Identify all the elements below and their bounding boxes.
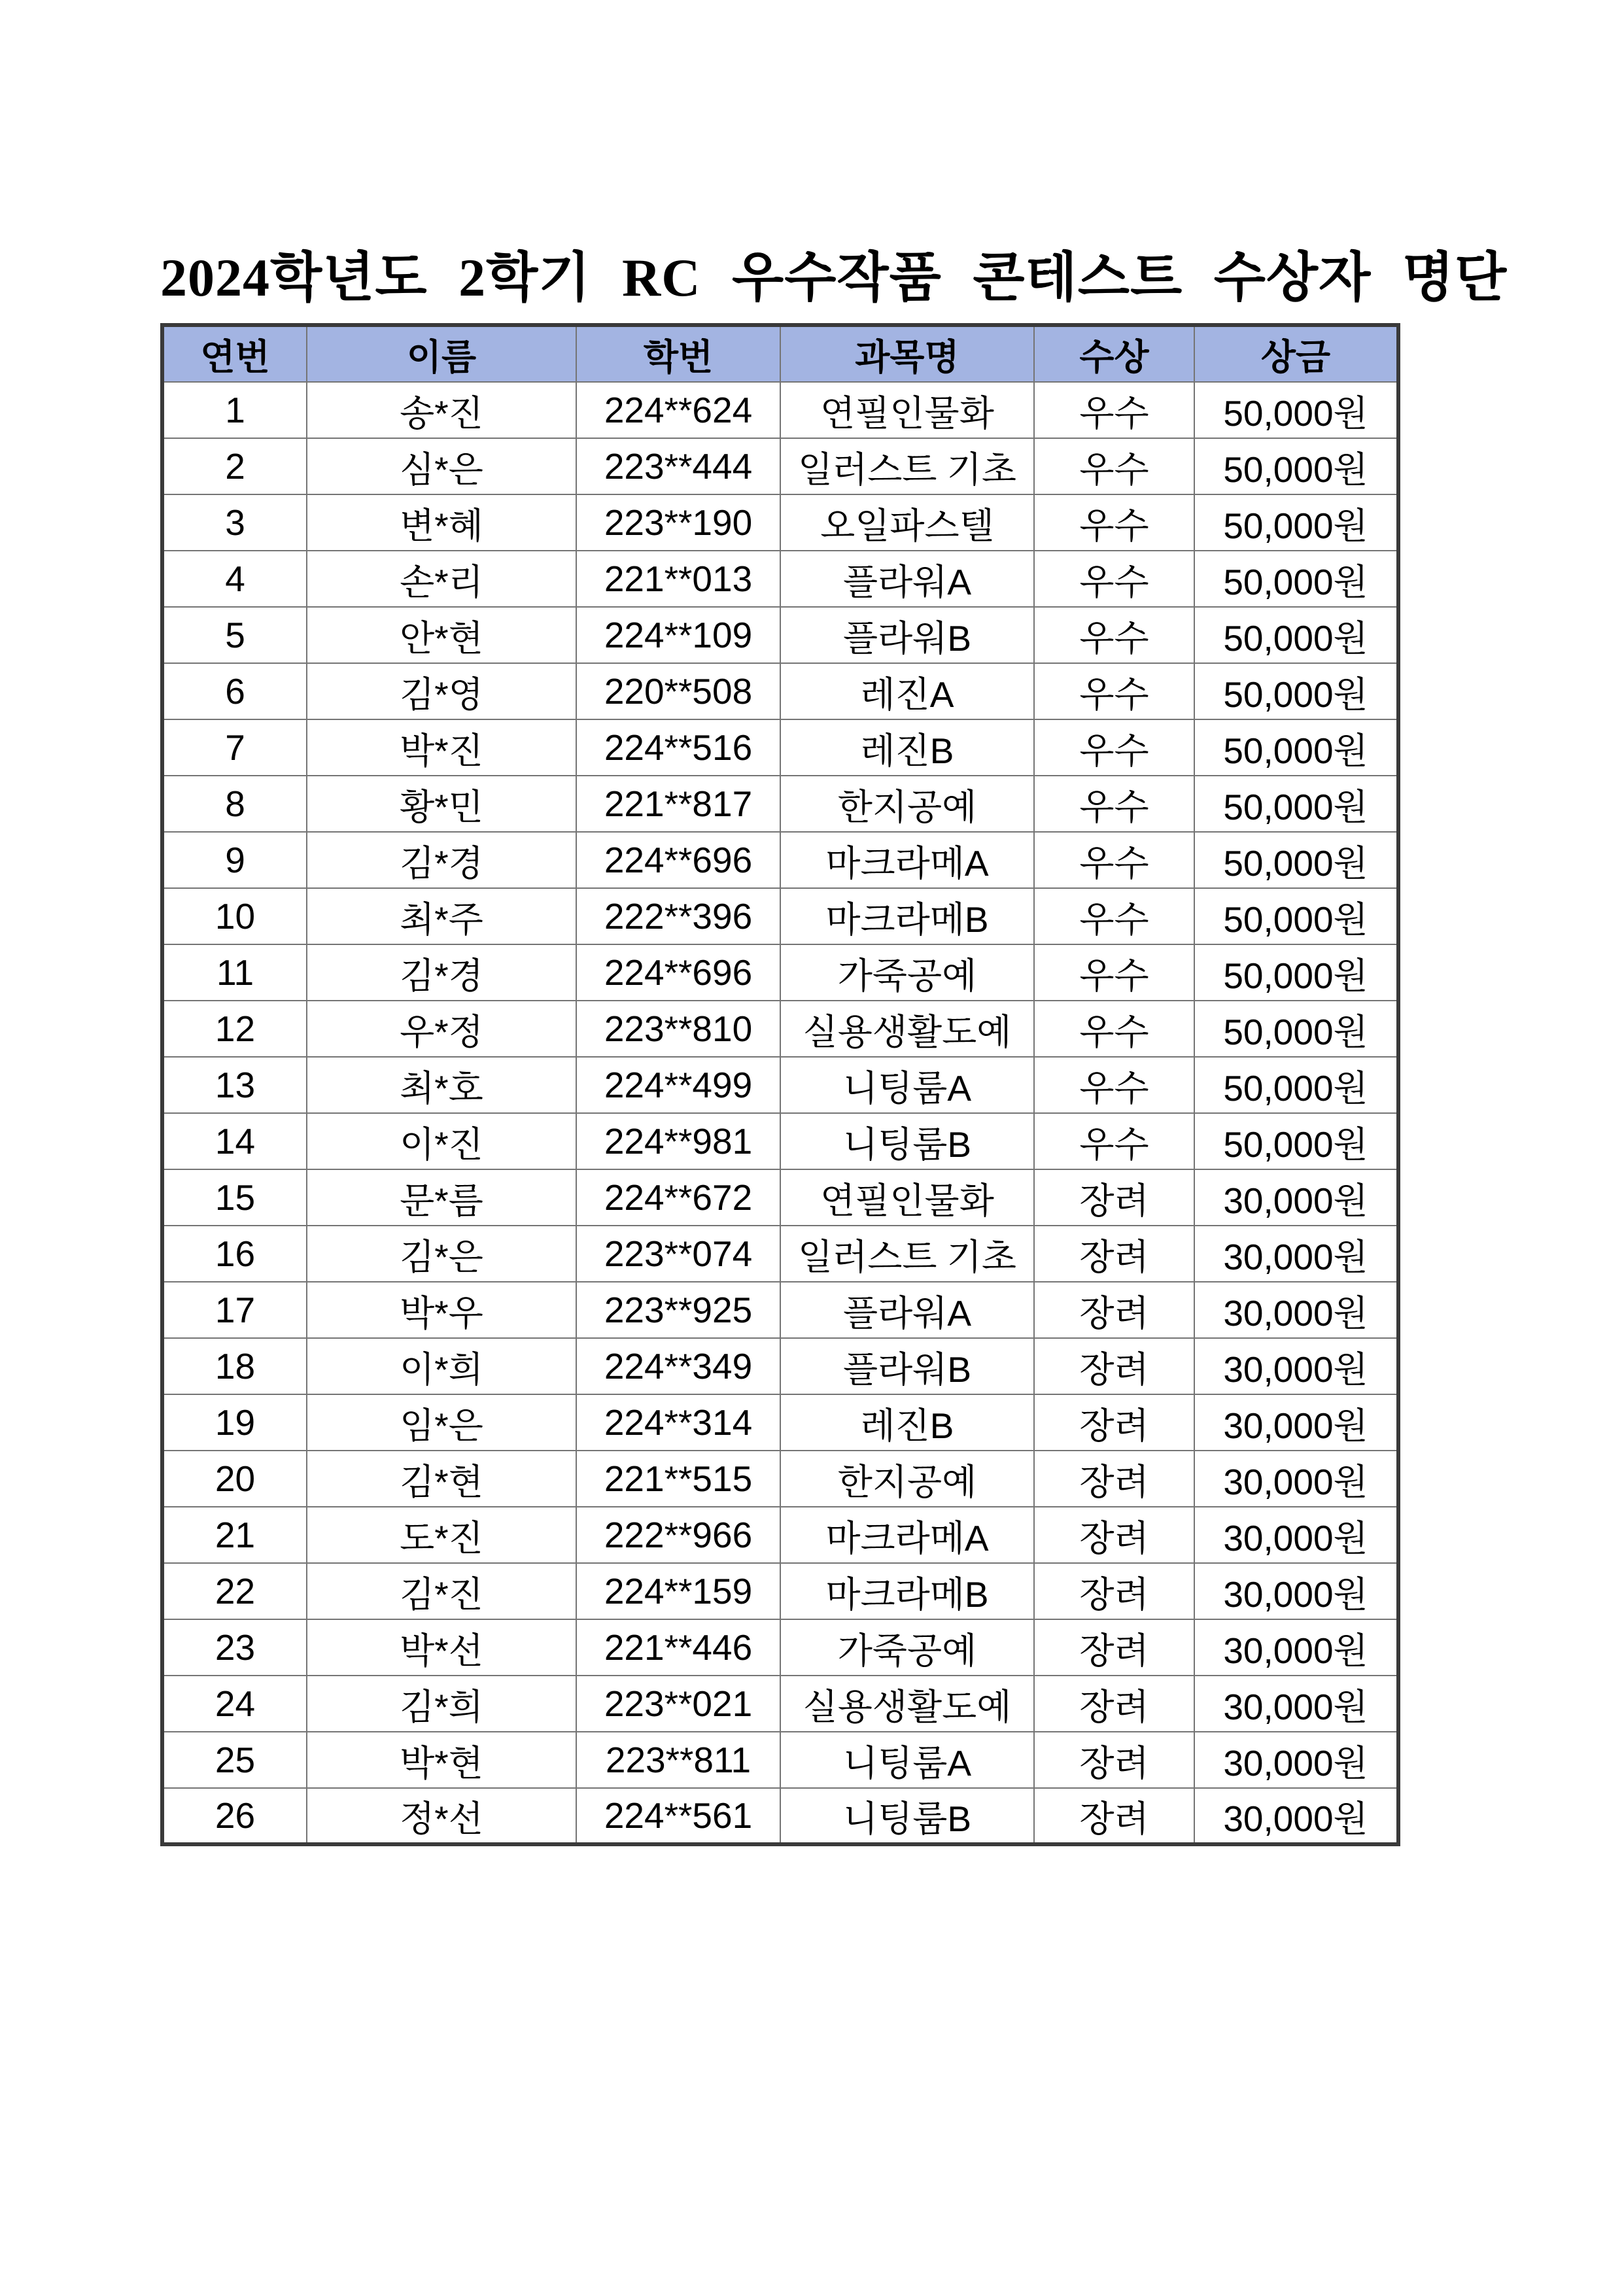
cell-subject: 가죽공예 — [780, 1619, 1034, 1676]
cell-no: 3 — [162, 494, 307, 551]
cell-subject: 니팅룸B — [780, 1113, 1034, 1169]
cell-prize: 30,000원 — [1194, 1394, 1398, 1451]
cell-award: 장려 — [1034, 1451, 1194, 1507]
cell-subject: 플라워B — [780, 607, 1034, 663]
cell-name: 송*진 — [307, 382, 576, 438]
header-row — [162, 325, 1398, 382]
cell-name: 박*현 — [307, 1732, 576, 1788]
table-header — [162, 325, 1398, 382]
cell-prize: 30,000원 — [1194, 1338, 1398, 1394]
cell-award: 우수 — [1034, 776, 1194, 832]
cell-subject: 니팅룸A — [780, 1732, 1034, 1788]
cell-award: 장려 — [1034, 1676, 1194, 1732]
awards-table — [160, 323, 1400, 1846]
cell-name: 이*진 — [307, 1113, 576, 1169]
cell-prize: 30,000원 — [1194, 1451, 1398, 1507]
table-row — [162, 1338, 1398, 1394]
cell-name: 김*진 — [307, 1563, 576, 1619]
cell-award: 우수 — [1034, 494, 1194, 551]
cell-name: 손*리 — [307, 551, 576, 607]
cell-name: 황*민 — [307, 776, 576, 832]
cell-prize: 50,000원 — [1194, 607, 1398, 663]
cell-award: 우수 — [1034, 888, 1194, 944]
cell-no: 2 — [162, 438, 307, 494]
cell-subject: 레진A — [780, 663, 1034, 719]
table-row — [162, 1169, 1398, 1226]
table-row — [162, 1451, 1398, 1507]
cell-award: 우수 — [1034, 1001, 1194, 1057]
cell-no: 25 — [162, 1732, 307, 1788]
cell-student-id: 224**314 — [576, 1394, 780, 1451]
cell-name: 박*선 — [307, 1619, 576, 1676]
cell-no: 10 — [162, 888, 307, 944]
cell-prize: 50,000원 — [1194, 888, 1398, 944]
page-title: 2024학년도 2학기 RC 우수작품 콘테스트 수상자 명단 — [160, 248, 1508, 307]
cell-student-id: 221**515 — [576, 1451, 780, 1507]
cell-name: 최*호 — [307, 1057, 576, 1113]
cell-student-id: 224**624 — [576, 382, 780, 438]
cell-award: 장려 — [1034, 1282, 1194, 1338]
cell-student-id: 223**074 — [576, 1226, 780, 1282]
cell-prize: 50,000원 — [1194, 494, 1398, 551]
cell-prize: 30,000원 — [1194, 1507, 1398, 1563]
cell-no: 14 — [162, 1113, 307, 1169]
cell-no: 17 — [162, 1282, 307, 1338]
cell-prize: 50,000원 — [1194, 719, 1398, 776]
table-row — [162, 1676, 1398, 1732]
cell-student-id: 224**109 — [576, 607, 780, 663]
cell-student-id: 220**508 — [576, 663, 780, 719]
cell-name: 최*주 — [307, 888, 576, 944]
table-row — [162, 663, 1398, 719]
cell-subject: 마크라메B — [780, 888, 1034, 944]
cell-subject: 플라워B — [780, 1338, 1034, 1394]
table-row — [162, 776, 1398, 832]
cell-name: 안*현 — [307, 607, 576, 663]
table-row — [162, 1619, 1398, 1676]
cell-prize: 50,000원 — [1194, 1001, 1398, 1057]
cell-award: 장려 — [1034, 1619, 1194, 1676]
cell-prize: 30,000원 — [1194, 1676, 1398, 1732]
table-row — [162, 1057, 1398, 1113]
table-row — [162, 1788, 1398, 1844]
header-cell-award: 수상 — [1034, 325, 1194, 382]
cell-award: 우수 — [1034, 832, 1194, 888]
table-row — [162, 832, 1398, 888]
header-cell-no: 연번 — [162, 325, 307, 382]
cell-award: 우수 — [1034, 607, 1194, 663]
table-row — [162, 1507, 1398, 1563]
table-row — [162, 1001, 1398, 1057]
cell-student-id: 224**672 — [576, 1169, 780, 1226]
cell-no: 9 — [162, 832, 307, 888]
table-row — [162, 1226, 1398, 1282]
cell-student-id: 224**159 — [576, 1563, 780, 1619]
cell-subject: 연필인물화 — [780, 1169, 1034, 1226]
cell-award: 장려 — [1034, 1169, 1194, 1226]
cell-no: 4 — [162, 551, 307, 607]
header-cell-name: 이름 — [307, 325, 576, 382]
cell-no: 12 — [162, 1001, 307, 1057]
cell-prize: 30,000원 — [1194, 1732, 1398, 1788]
cell-no: 19 — [162, 1394, 307, 1451]
table-row — [162, 438, 1398, 494]
table-row — [162, 551, 1398, 607]
cell-student-id: 223**810 — [576, 1001, 780, 1057]
cell-award: 장려 — [1034, 1338, 1194, 1394]
cell-no: 22 — [162, 1563, 307, 1619]
cell-student-id: 221**013 — [576, 551, 780, 607]
cell-award: 우수 — [1034, 1057, 1194, 1113]
cell-name: 김*경 — [307, 944, 576, 1001]
cell-subject: 마크라메A — [780, 1507, 1034, 1563]
cell-award: 우수 — [1034, 663, 1194, 719]
cell-no: 1 — [162, 382, 307, 438]
cell-subject: 일러스트 기초 — [780, 438, 1034, 494]
cell-student-id: 224**349 — [576, 1338, 780, 1394]
cell-award: 장려 — [1034, 1226, 1194, 1282]
table-row — [162, 607, 1398, 663]
cell-name: 우*정 — [307, 1001, 576, 1057]
table-row — [162, 888, 1398, 944]
cell-subject: 레진B — [780, 1394, 1034, 1451]
cell-prize: 50,000원 — [1194, 776, 1398, 832]
cell-name: 이*희 — [307, 1338, 576, 1394]
header-cell-student-id: 학번 — [576, 325, 780, 382]
cell-no: 24 — [162, 1676, 307, 1732]
cell-subject: 연필인물화 — [780, 382, 1034, 438]
cell-no: 26 — [162, 1788, 307, 1844]
cell-student-id: 222**396 — [576, 888, 780, 944]
cell-prize: 30,000원 — [1194, 1226, 1398, 1282]
cell-no: 20 — [162, 1451, 307, 1507]
table-row — [162, 719, 1398, 776]
cell-no: 7 — [162, 719, 307, 776]
cell-prize: 50,000원 — [1194, 944, 1398, 1001]
cell-student-id: 224**499 — [576, 1057, 780, 1113]
cell-name: 변*혜 — [307, 494, 576, 551]
cell-student-id: 221**446 — [576, 1619, 780, 1676]
cell-prize: 50,000원 — [1194, 1057, 1398, 1113]
cell-no: 16 — [162, 1226, 307, 1282]
cell-no: 11 — [162, 944, 307, 1001]
cell-award: 우수 — [1034, 438, 1194, 494]
cell-subject: 레진B — [780, 719, 1034, 776]
cell-subject: 니팅룸B — [780, 1788, 1034, 1844]
cell-prize: 50,000원 — [1194, 551, 1398, 607]
cell-award: 장려 — [1034, 1563, 1194, 1619]
table-row — [162, 1282, 1398, 1338]
cell-name: 김*영 — [307, 663, 576, 719]
cell-no: 13 — [162, 1057, 307, 1113]
cell-name: 문*름 — [307, 1169, 576, 1226]
cell-award: 우수 — [1034, 382, 1194, 438]
table-row — [162, 1732, 1398, 1788]
cell-prize: 30,000원 — [1194, 1282, 1398, 1338]
header-cell-subject: 과목명 — [780, 325, 1034, 382]
cell-subject: 오일파스텔 — [780, 494, 1034, 551]
cell-award: 장려 — [1034, 1507, 1194, 1563]
cell-no: 6 — [162, 663, 307, 719]
cell-award: 우수 — [1034, 1113, 1194, 1169]
cell-prize: 50,000원 — [1194, 663, 1398, 719]
cell-student-id: 223**444 — [576, 438, 780, 494]
cell-name: 심*은 — [307, 438, 576, 494]
table-row — [162, 1563, 1398, 1619]
cell-name: 김*경 — [307, 832, 576, 888]
cell-subject: 플라워A — [780, 551, 1034, 607]
cell-student-id: 221**817 — [576, 776, 780, 832]
cell-no: 15 — [162, 1169, 307, 1226]
cell-no: 21 — [162, 1507, 307, 1563]
cell-name: 김*은 — [307, 1226, 576, 1282]
table-row — [162, 494, 1398, 551]
cell-prize: 50,000원 — [1194, 1113, 1398, 1169]
cell-award: 우수 — [1034, 719, 1194, 776]
cell-no: 8 — [162, 776, 307, 832]
cell-student-id: 224**696 — [576, 832, 780, 888]
cell-subject: 실용생활도예 — [780, 1676, 1034, 1732]
cell-subject: 니팅룸A — [780, 1057, 1034, 1113]
cell-award: 장려 — [1034, 1732, 1194, 1788]
cell-name: 도*진 — [307, 1507, 576, 1563]
cell-prize: 50,000원 — [1194, 382, 1398, 438]
cell-name: 김*현 — [307, 1451, 576, 1507]
cell-prize: 50,000원 — [1194, 438, 1398, 494]
cell-subject: 마크라메B — [780, 1563, 1034, 1619]
table-row — [162, 382, 1398, 438]
cell-name: 김*희 — [307, 1676, 576, 1732]
cell-no: 18 — [162, 1338, 307, 1394]
cell-no: 23 — [162, 1619, 307, 1676]
header-cell-prize: 상금 — [1194, 325, 1398, 382]
cell-subject: 한지공예 — [780, 776, 1034, 832]
cell-student-id: 223**925 — [576, 1282, 780, 1338]
cell-prize: 30,000원 — [1194, 1563, 1398, 1619]
cell-student-id: 222**966 — [576, 1507, 780, 1563]
cell-subject: 마크라메A — [780, 832, 1034, 888]
cell-award: 우수 — [1034, 551, 1194, 607]
cell-prize: 30,000원 — [1194, 1619, 1398, 1676]
cell-student-id: 224**696 — [576, 944, 780, 1001]
cell-award: 장려 — [1034, 1788, 1194, 1844]
cell-student-id: 224**561 — [576, 1788, 780, 1844]
cell-student-id: 223**811 — [576, 1732, 780, 1788]
cell-prize: 30,000원 — [1194, 1788, 1398, 1844]
cell-name: 박*진 — [307, 719, 576, 776]
cell-subject: 한지공예 — [780, 1451, 1034, 1507]
cell-prize: 50,000원 — [1194, 832, 1398, 888]
table-row — [162, 1113, 1398, 1169]
cell-student-id: 224**981 — [576, 1113, 780, 1169]
cell-student-id: 224**516 — [576, 719, 780, 776]
cell-award: 우수 — [1034, 944, 1194, 1001]
cell-subject: 일러스트 기초 — [780, 1226, 1034, 1282]
table-body — [162, 382, 1398, 1844]
cell-name: 정*선 — [307, 1788, 576, 1844]
cell-subject: 플라워A — [780, 1282, 1034, 1338]
cell-student-id: 223**021 — [576, 1676, 780, 1732]
cell-name: 임*은 — [307, 1394, 576, 1451]
cell-name: 박*우 — [307, 1282, 576, 1338]
cell-no: 5 — [162, 607, 307, 663]
table-row — [162, 1394, 1398, 1451]
cell-subject: 실용생활도예 — [780, 1001, 1034, 1057]
cell-prize: 30,000원 — [1194, 1169, 1398, 1226]
cell-award: 장려 — [1034, 1394, 1194, 1451]
table-row — [162, 944, 1398, 1001]
cell-student-id: 223**190 — [576, 494, 780, 551]
cell-subject: 가죽공예 — [780, 944, 1034, 1001]
